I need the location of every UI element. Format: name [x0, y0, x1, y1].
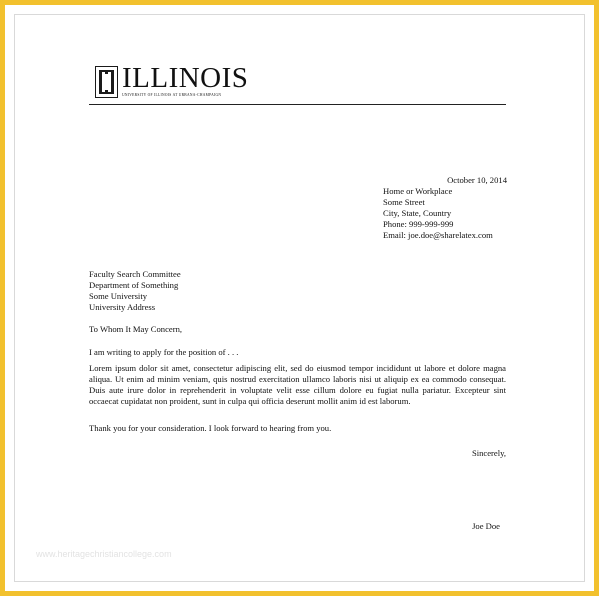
- thanks-sentence: Thank you for your consideration. I look forward to hearing from you.: [89, 423, 332, 433]
- sender-line: Some Street: [383, 197, 425, 207]
- intro-sentence: I am writing to apply for the position of . . .: [89, 347, 239, 357]
- recipient-address-block: [89, 269, 181, 313]
- signature-name: Joe Doe: [472, 521, 500, 531]
- body-paragraph: Lorem ipsum dolor sit amet, consectetur adipiscing elit, sed do eiusmod tempor incididunt ut labore et dolore magna aliqua. Ut enim ad minim veniam, quis nostrud exercitation ullamco laboris nisi ut aliquip ex ea commodo consequat. Duis aute irure dolor in reprehenderit in voluptate velit esse cillum dolore eu fugiat nulla pariatur. Excepteur sint occaecat cupidatat non proident, sunt in culpa qui officia deserunt mollit anim id est laborum.: [89, 363, 506, 406]
- salutation: To Whom It May Concern,: [89, 324, 183, 334]
- sender-line: Home or Workplace: [383, 186, 453, 196]
- sender-address-block: [383, 175, 507, 241]
- closing: Sincerely,: [471, 448, 506, 458]
- letter-date: October 10, 2014: [447, 175, 507, 185]
- watermark: www.heritagechristiancollege.com: [36, 549, 172, 559]
- header-rule: [89, 104, 506, 105]
- logo-wordmark: ILLINOIS: [122, 62, 249, 94]
- sender-phone: Phone: 999-999-999: [383, 219, 454, 229]
- sender-line: City, State, Country: [383, 208, 452, 218]
- logo-subtitle: UNIVERSITY OF ILLINOIS AT URBANA-CHAMPAIGN: [122, 93, 222, 97]
- sender-email: Email: joe.doe@sharelatex.com: [383, 230, 493, 240]
- recipient-line: Department of Something: [89, 280, 179, 290]
- block-i-icon: [95, 66, 118, 98]
- recipient-line: University Address: [89, 302, 156, 312]
- recipient-line: Faculty Search Committee: [89, 269, 181, 279]
- recipient-line: Some University: [89, 291, 148, 301]
